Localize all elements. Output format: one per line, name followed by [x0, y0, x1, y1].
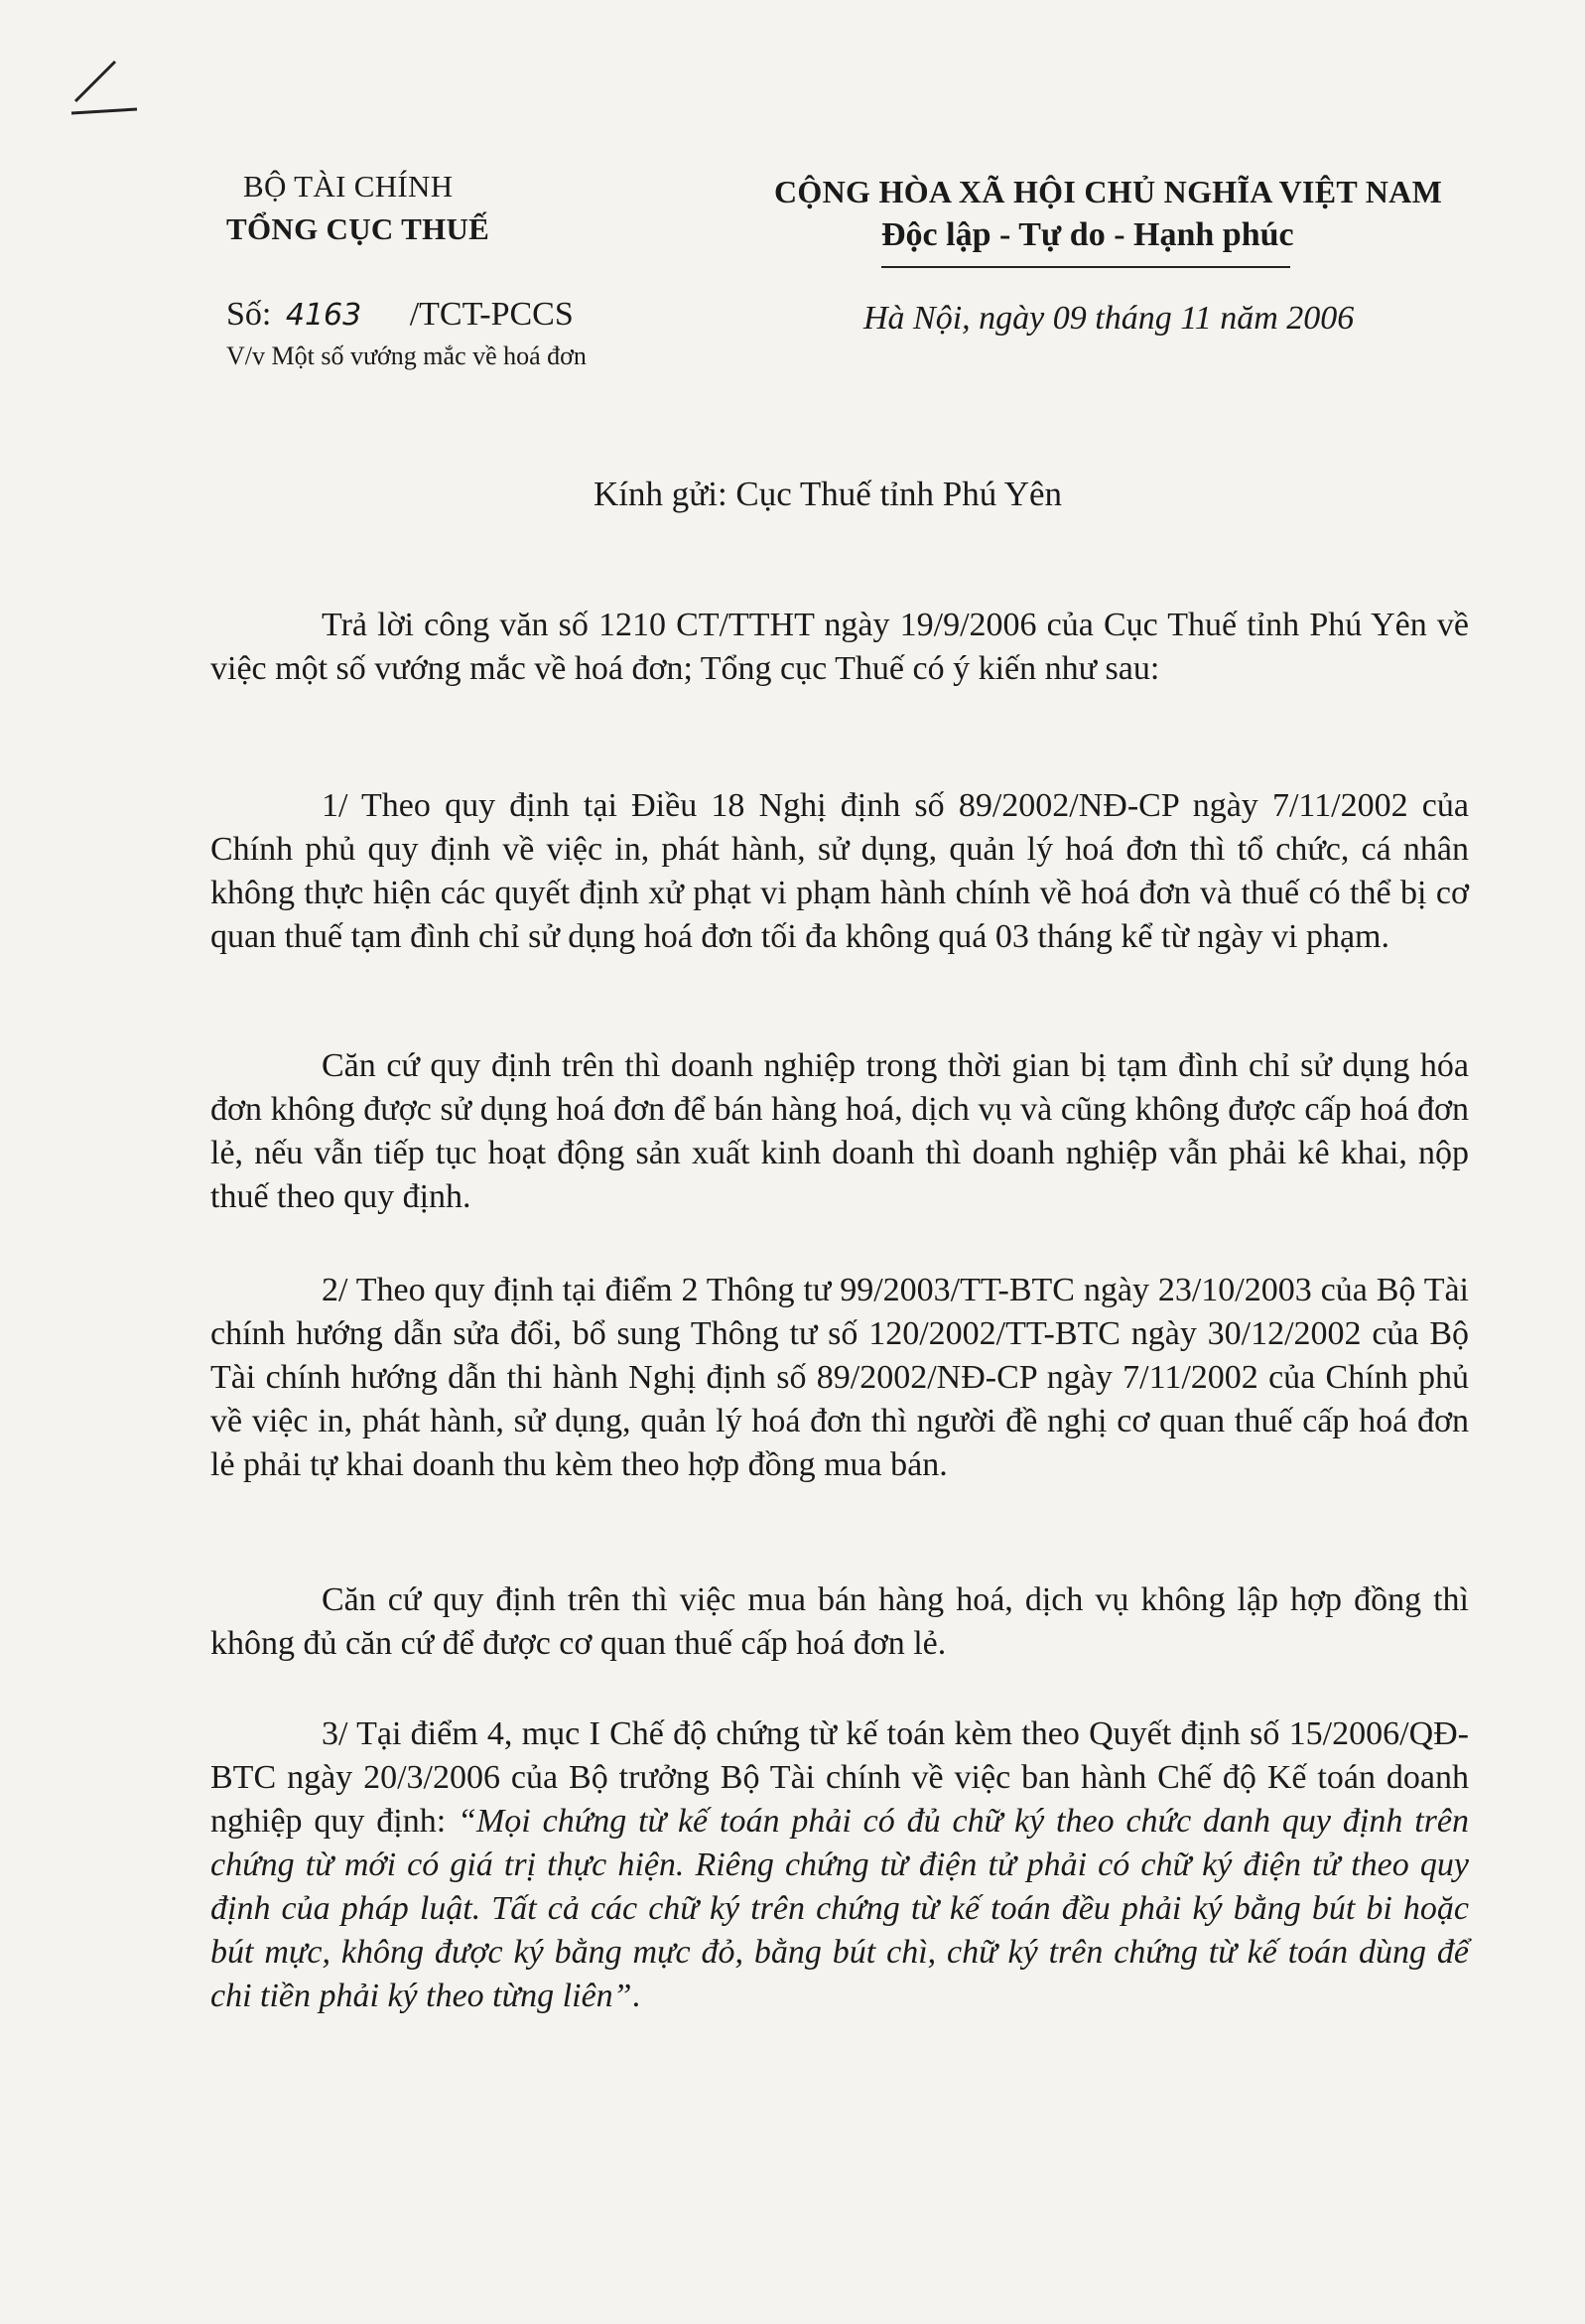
paragraph-section-2: 2/ Theo quy định tại điểm 2 Thông tư 99/2003/TT-BTC ngày 23/10/2003 của Bộ Tài chính hướng dẫn sửa đổi, bổ sung Thông tư số 120/2002/TT-BTC ngày 30/12/2002 của Bộ Tài chính hướng dẫn thi hành Nghị định số 89/2002/NĐ-CP ngày 7/11/2002 của Chính phủ về việc in, phát hành, sử dụng, quản lý hoá đơn thì người đề nghị cơ quan thuế cấp hoá đơn lẻ phải tự khai doanh thu kèm theo hợp đồng mua bán. — [210, 1272, 1469, 1483]
date-month-label: tháng — [1095, 300, 1172, 337]
national-motto: Độc lập - Tự do - Hạnh phúc — [881, 216, 1294, 253]
date-prefix: Hà Nội, ngày — [863, 300, 1045, 337]
number-suffix: /TCT-PCCS — [409, 296, 574, 333]
paragraph-section-1: 1/ Theo quy định tại Điều 18 Nghị định số 89/2002/NĐ-CP ngày 7/11/2002 của Chính phủ quy định về việc in, phát hành, sử dụng, quản lý hoá đơn thì tổ chức, cá nhân không thực hiện các quyết định xử phạt vi phạm hành chính về hoá đơn và thuế có thể bị cơ quan thuế tạm đình chỉ sử dụng hoá đơn tối đa không quá 03 tháng kể từ ngày vi phạm. — [210, 787, 1469, 955]
section-3-quote: “Mọi chứng từ kế toán phải có đủ chữ ký theo chức danh quy định trên chứng từ mới có giá trị thực hiện. Riêng chứng từ điện tử phải có chữ ký điện tử theo quy định của pháp luật. Tất cả các chữ ký trên chứng từ kế toán đều phải ký bằng bút bi hoặc bút mực, không được ký bằng mực đỏ, bằng bút chì, chữ ký trên chứng từ kế toán dùng để chi tiền phải ký theo từng liên” — [210, 1803, 1469, 2014]
number-label: Số: — [226, 296, 272, 333]
section-3-end: . — [631, 1978, 641, 2014]
country-name: CỘNG HÒA XÃ HỘI CHỦ NGHĨA VIỆT NAM — [774, 174, 1443, 209]
document-date — [863, 300, 1354, 338]
motto-underline — [881, 266, 1290, 268]
recipient-line: Kính gửi: Cục Thuế tỉnh Phú Yên — [594, 475, 1063, 513]
date-day: 09 — [1052, 300, 1087, 337]
paragraph-section-1-conclusion: Căn cứ quy định trên thì doanh nghiệp trong thời gian bị tạm đình chỉ sử dụng hóa đơn không được sử dụng hoá đơn để bán hàng hoá, dịch vụ và cũng không được cấp hoá đơn lẻ, nếu vẫn tiếp tục hoạt động sản xuất kinh doanh thì doanh nghiệp vẫn phải kê khai, nộp thuế theo quy định. — [210, 1047, 1469, 1215]
paragraph-section-2-conclusion: Căn cứ quy định trên thì việc mua bán hàng hoá, dịch vụ không lập hợp đồng thì không đủ căn cứ để được cơ quan thuế cấp hoá đơn lẻ. — [210, 1581, 1469, 1662]
date-year: năm 2006 — [1220, 300, 1355, 337]
paragraph-intro: Trả lời công văn số 1210 CT/TTHT ngày 19/9/2006 của Cục Thuế tỉnh Phú Yên về việc một số vướng mắc về hoá đơn; Tổng cục Thuế có ý kiến như sau: — [210, 607, 1469, 687]
handwritten-slash-mark — [66, 58, 145, 127]
ministry-name: BỘ TÀI CHÍNH — [243, 169, 454, 204]
document-subject: V/v Một số vướng mắc về hoá đơn — [226, 342, 587, 370]
number-value: 4163 — [285, 298, 362, 333]
document-number — [226, 296, 574, 334]
paragraph-section-3 — [210, 1712, 1469, 2018]
date-month: 11 — [1180, 300, 1212, 337]
section-3-intro: 3/ Tại điểm 4, mục I Chế độ chứng từ kế toán kèm theo Quyết định số 15/2006/QĐ-BTC ngày 20/3/2006 của Bộ trưởng Bộ Tài chính về việc ban hành Chế độ Kế toán doanh nghiệp quy định: — [210, 1715, 1469, 1840]
department-name: TỔNG CỤC THUẾ — [226, 211, 490, 246]
